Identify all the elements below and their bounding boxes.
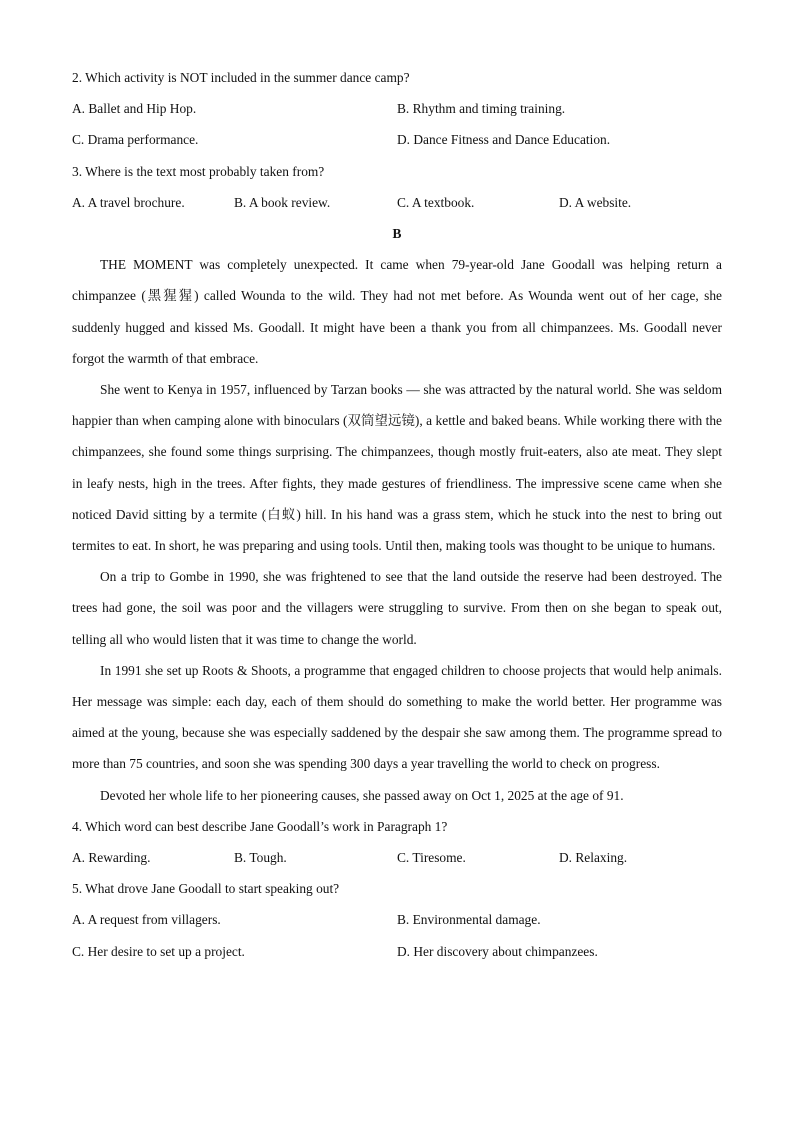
- section-label: B: [392, 225, 402, 241]
- question-4-option-d: D. Relaxing.: [559, 849, 628, 865]
- question-2-option-d: D. Dance Fitness and Dance Education.: [397, 132, 611, 148]
- question-2-options-row-1: [72, 93, 722, 124]
- question-5-option-a: A. A request from villagers.: [72, 912, 221, 928]
- question-3-stem: 3. Where is the text most probably taken from?: [72, 163, 325, 179]
- question-5-option-d: D. Her discovery about chimpanzees.: [397, 943, 598, 959]
- passage-paragraph-4: In 1991 she set up Roots & Shoots, a programme that engaged children to choose projects that would help animals. Her message was simple: each day, each of them should do something to make the world better. Her programme was aimed at the young, because she was especially saddened by the despair she saw among them. The programme spread to more than 75 countries, and soon she was spending 300 days a year travelling the world to check on progress.: [72, 662, 722, 772]
- exam-page: [72, 62, 722, 967]
- question-5-option-c: C. Her desire to set up a project.: [72, 943, 245, 959]
- question-5-stem: 5. What drove Jane Goodall to start speaking out?: [72, 881, 340, 897]
- passage-paragraph-5: Devoted her whole life to her pioneering causes, she passed away on Oct 1, 2025 at the age of 91.: [100, 787, 624, 803]
- question-5-options-row-2: [72, 936, 722, 967]
- question-3-options-row: [72, 187, 722, 218]
- question-4-options-row: [72, 842, 722, 873]
- question-2-option-a: A. Ballet and Hip Hop.: [72, 101, 197, 117]
- question-3-option-d: D. A website.: [559, 194, 632, 210]
- question-3-option-a: A. A travel brochure.: [72, 194, 185, 210]
- question-4-option-c: C. Tiresome.: [397, 849, 466, 865]
- passage-paragraph-3: On a trip to Gombe in 1990, she was frightened to see that the land outside the reserve had been destroyed. The trees had gone, the soil was poor and the villagers were struggling to survive. From then on she began to speak out, telling all who would listen that it was time to change the world.: [72, 569, 722, 647]
- question-4-stem: 4. Which word can best describe Jane Goodall’s work in Paragraph 1?: [72, 818, 448, 834]
- question-5-options-row-1: [72, 904, 722, 935]
- question-2-option-c: C. Drama performance.: [72, 132, 199, 148]
- question-5-option-b: B. Environmental damage.: [397, 912, 541, 928]
- passage-paragraph-2: She went to Kenya in 1957, influenced by Tarzan books — she was attracted by the natural world. She was seldom happier than when camping alone with binoculars (双筒望远镜), a kettle and baked beans. While working there with the chimpanzees, she found some things surprising. The chimpanzees, though mostly fruit-eaters, also ate meat. They slept in leafy nests, high in the trees. After fights, they made gestures of friendliness. The impressive scene came when she noticed David sitting by a termite (白蚁) hill. In his hand was a grass stem, which he stuck into the nest to bring out termites to eat. In short, he was preparing and using tools. Until then, making tools was thought to be unique to humans.: [72, 381, 722, 553]
- question-3-option-c: C. A textbook.: [397, 194, 475, 210]
- question-2-option-b: B. Rhythm and timing training.: [397, 101, 566, 117]
- question-2-options-row-2: [72, 124, 722, 155]
- question-4-option-b: B. Tough.: [234, 849, 287, 865]
- question-4-option-a: A. Rewarding.: [72, 849, 151, 865]
- question-2-stem: 2. Which activity is NOT included in the summer dance camp?: [72, 70, 410, 85]
- question-3-option-b: B. A book review.: [234, 194, 331, 210]
- passage-paragraph-1: THE MOMENT was completely unexpected. It came when 79-year-old Jane Goodall was helping return a chimpanzee (黑猩猩) called Wounda to the wild. They had not met before. As Wounda went out of her cage, she suddenly hugged and kissed Ms. Goodall. It might have been a thank you from all chimpanzees. Ms. Goodall never forgot the warmth of that embrace.: [72, 257, 722, 366]
